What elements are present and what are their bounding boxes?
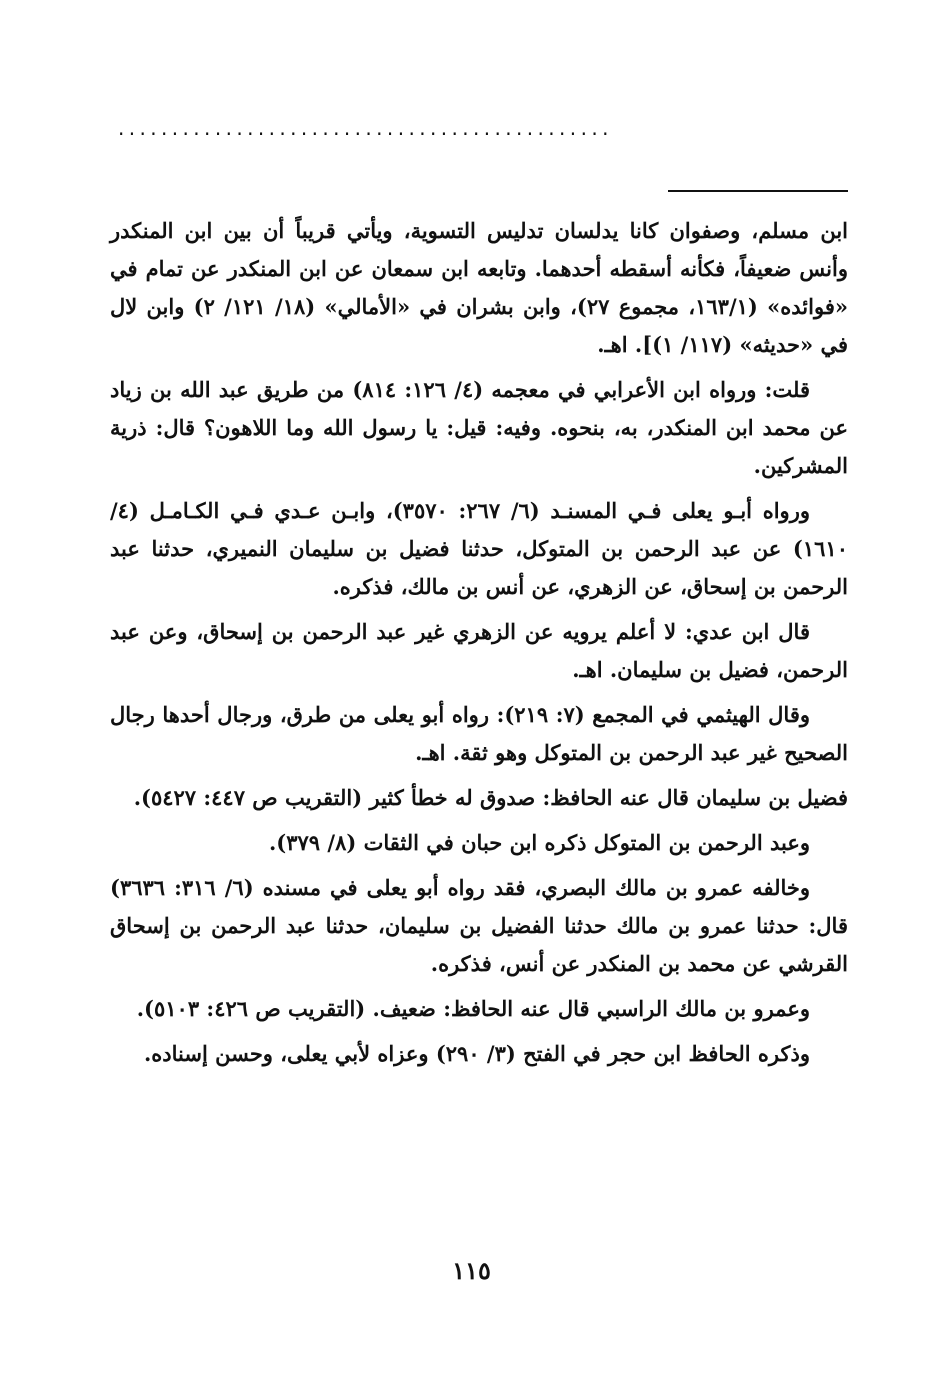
paragraph-10: وذكره الحافظ ابن حجر في الفتح (٣/ ٢٩٠) وعزاه لأبي يعلى، وحسن إسناده.	[143, 1041, 810, 1066]
paragraph-8: وخالفه عمرو بن مالك البصري، فقد رواه أبو يعلى في مسنده (٦/ ٣١٦: ٣٦٣٦) قال: حدثنا عمرو بن مالك حدثنا الفضيل بن سليمان، حدثنا عبد الرحمن بن إسحاق القرشي عن محمد بن المنكدر عن أنس، فذكره.	[110, 875, 848, 976]
paragraph-4: قال ابن عدي: لا أعلم يرويه عن الزهري غير عبد الرحمن بن إسحاق، وعن عبد الرحمن، فضيل بن سليمان. اهـ.	[110, 619, 848, 682]
paragraph-6: فضيل بن سليمان قال عنه الحافظ: صدوق له خطأ كثير (التقريب ص ٤٤٧: ٥٤٢٧).	[133, 785, 848, 810]
separator-dots: ..............................................	[118, 116, 613, 140]
paragraph-1: ابن مسلم، وصفوان كانا يدلسان تدليس التسوية، ويأتي قريباً أن بين ابن المنكدر وأنس ضعيفاً، فكأنه أسقطه أحدهما. وتابعه ابن سمعان عن ابن المنكدر عن تمام في «فوائده» (١٦٣/١، مجموع ٢٧)، وابن بشران في «الأمالي» (١٨/ ١٢١/ ٢) وابن لال في «حديثه» (١١٧/ ١)]. اهـ.	[110, 218, 848, 357]
paragraph-9: وعمرو بن مالك الراسبي قال عنه الحافظ: ضعيف. (التقريب ص ٤٢٦: ٥١٠٣).	[136, 996, 810, 1021]
paragraph-3: ورواه أبـو يعلى فـي المسنـد (٦/ ٢٦٧: ٣٥٧٠)، وابـن عـدي فـي الكـامـل (٤/ ١٦١٠) عن عبد الرحمن بن المتوكل، حدثنا فضيل بن سليمان النميري، حدثنا عبد الرحمن بن إسحاق، عن الزهري، عن أنس بن مالك، فذكره.	[110, 498, 848, 599]
paragraph-2: قلت: ورواه ابن الأعرابي في معجمه (٤/ ١٢٦: ٨١٤) من طريق عبد الله بن زياد عن محمد ابن المنكدر، به، بنحوه. وفيه: قيل: يا رسول الله وما اللاهون؟ قال: ذرية المشركين.	[110, 377, 848, 478]
page-number: ١١٥	[452, 1256, 491, 1285]
paragraph-7: وعبد الرحمن بن المتوكل ذكره ابن حبان في الثقات (٨/ ٣٧٩).	[269, 830, 810, 855]
page-body	[110, 212, 848, 1080]
paragraph-5: وقال الهيثمي في المجمع (٧: ٢١٩): رواه أبو يعلى من طرق، ورجال أحدها رجال الصحيح غير عبد الرحمن بن المتوكل وهو ثقة. اهـ.	[110, 702, 848, 765]
footnote-rule	[668, 190, 848, 192]
